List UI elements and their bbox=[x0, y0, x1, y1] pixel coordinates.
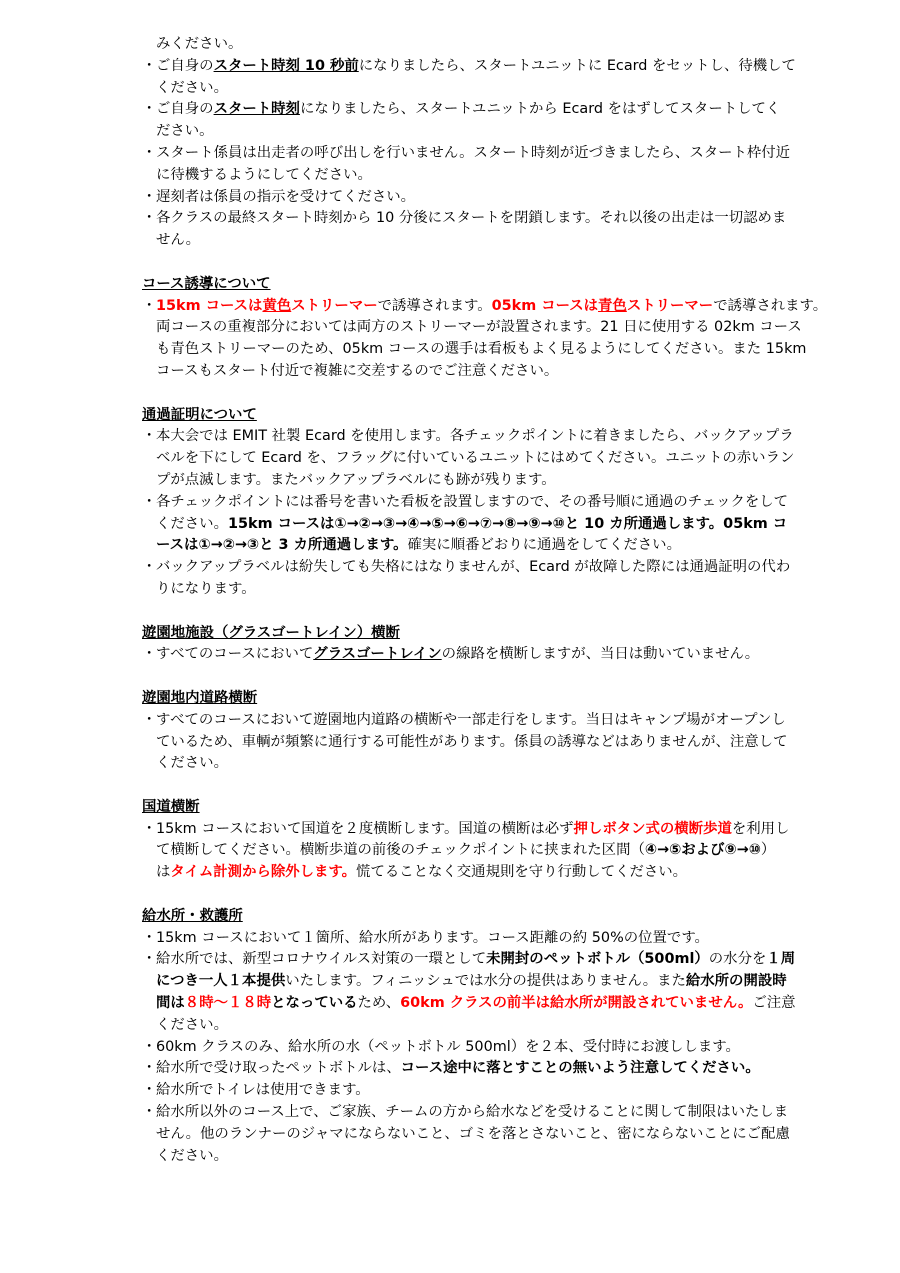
bullet-mark: ・ bbox=[142, 57, 157, 74]
bullet-mark: ・ bbox=[142, 951, 157, 968]
list-item: ・ バックアップラベルは紛失しても失格にはなりませんが、Ecard が故障した際には通過証明の代わ りになります。 bbox=[142, 559, 791, 597]
passage-proof-section bbox=[142, 405, 854, 601]
section-title: 国道横断 bbox=[142, 798, 200, 815]
section-title: 通過証明について bbox=[142, 406, 257, 423]
bullet-mark: ・ bbox=[142, 210, 157, 227]
bullet-mark: ・ bbox=[142, 1038, 157, 1055]
section-title: 遊園地施設（グラスゴートレイン）横断 bbox=[142, 624, 400, 641]
section-title: コース誘導について bbox=[142, 275, 271, 292]
section-title: 遊園地内道路横断 bbox=[142, 689, 258, 706]
start-rules-section bbox=[142, 34, 854, 252]
bullet-mark: ・ bbox=[142, 1082, 157, 1099]
section-title: 給水所・救護所 bbox=[142, 907, 243, 924]
bullet-mark: ・ bbox=[142, 1104, 157, 1121]
emphasis-text: タイム計測から除外します。 bbox=[170, 864, 357, 881]
bullet-mark: ・ bbox=[142, 711, 157, 728]
list-item: ・ すべてのコースにおいてグラスゴートレインの線路を横断しますが、当日は動いていません。 bbox=[142, 644, 854, 666]
list-item: ・ 給水所では、新型コロナウイルス対策の一環として未開封のペットボトル（500ml）の水分を１周 につき一人１本提供いたします。フィニッシュでは水分の提供はありません。また給水所の開設時 間は８時～１８時となっているため、60km クラスの前半は給水所が開設されていません。ご注意 ください。 bbox=[142, 951, 796, 1033]
bullet-mark: ・ bbox=[142, 646, 157, 663]
train-crossing-section bbox=[142, 623, 854, 667]
emphasis-text: スタート時刻 10 秒前 bbox=[213, 57, 359, 74]
list-item: ・ スタート係員は出走者の呼び出しを行いません。スタート時刻が近づきましたら、スタート枠付近 に待機するようにしてください。 bbox=[142, 144, 791, 183]
list-item: ・ 60km クラスのみ、給水所の水（ペットボトル 500ml）を２本、受付時にお渡しします。 bbox=[142, 1037, 854, 1059]
list-item: ・ すべてのコースにおいて遊園地内道路の横断や一部走行をします。当日はキャンプ場がオープンし ているため、車輌が頻繁に通行する可能性があります。係員の誘導などはありませんが、注意して ください。 bbox=[142, 711, 788, 772]
emphasis-text: コース途中に落とすことの無いよう注意してください。 bbox=[400, 1060, 760, 1077]
emphasis-text: グラスゴートレイン bbox=[313, 646, 442, 663]
list-item: ・ 遅刻者は係員の指示を受けてください。 bbox=[142, 187, 854, 209]
list-item: ・ 給水所で受け取ったペットボトルは、コース途中に落とすことの無いよう注意してください。 bbox=[142, 1058, 854, 1080]
emphasis-text: 15km コースは①→②→③→④→⑤→⑥→⑦→⑧→⑨→⑩と 10 カ所通過します。05km コ bbox=[227, 515, 788, 532]
list-item: ・ ご自身のスタート時刻になりましたら、スタートユニットから Ecard をはずしてスタートしてく ださい。 bbox=[142, 101, 781, 140]
document-page bbox=[142, 34, 854, 1167]
emphasis-text: ④→⑤および⑨→⑩ bbox=[644, 842, 761, 859]
emphasis-text: ースは①→②→③と 3 カ所通過します。 bbox=[156, 537, 408, 554]
list-item: ・ 15km コースにおいて１箇所、給水所があります。コース距離の約 50%の位置です。 bbox=[142, 928, 854, 950]
emphasis-text: 押しボタン式の横断歩道 bbox=[573, 820, 732, 837]
list-item: ・ 各クラスの最終スタート時刻から 10 分後にスタートを閉鎖します。それ以後の出走は一切認めま せん。 bbox=[142, 210, 787, 249]
list-item: ・ ご自身のスタート時刻 10 秒前になりましたら、スタートユニットに Ecard をセットし、待機して ください。 bbox=[142, 57, 796, 96]
bullet-mark: ・ bbox=[142, 188, 157, 205]
water-station-section bbox=[142, 906, 854, 1168]
list-item: ・ 給水所以外のコース上で、ご家族、チームの方から給水などを受けることに関して制限はいたしま せん。他のランナーのジャマにならないこと、ゴミを落とさないこと、密にならないことにご配慮 ください。 bbox=[142, 1104, 790, 1164]
bullet-mark: ・ bbox=[142, 1060, 157, 1077]
continued-line: みください。 bbox=[156, 36, 243, 52]
bullet-mark: ・ bbox=[142, 820, 157, 837]
bullet-mark: ・ bbox=[142, 144, 157, 161]
list-item: ・ 15km コースにおいて国道を２度横断します。国道の横断は必ず押しボタン式の横断歩道を利用し て横断してください。横断歩道の前後のチェックポイントに挟まれた区間（④→⑤および⑨→⑩） はタイム計測から除外します。慌てることなく交通規則を守り行動してください。 bbox=[142, 820, 790, 881]
bullet-mark: ・ bbox=[142, 297, 157, 314]
list-item: ・ 各チェックポイントには番号を書いた看板を設置しますので、その番号順に通過のチェックをして ください。15km コースは①→②→③→④→⑤→⑥→⑦→⑧→⑨→⑩と 10 カ所通過します。05km コ ースは①→②→③と 3 カ所通過します。確実に順番どおりに通過をしてください。 bbox=[142, 493, 789, 554]
bullet-mark: ・ bbox=[142, 929, 157, 946]
bullet-mark: ・ bbox=[142, 101, 157, 118]
course-guidance-section bbox=[142, 274, 854, 383]
list-item: ・ 本大会では EMIT 社製 Ecard を使用します。各チェックポイントに着きましたら、バックアップラ ベルを下にして Ecard を、フラッグに付いているユニットにはめてください。ユニットの赤いラン プが点滅します。またバックアップラベルにも跡が残ります。 bbox=[142, 428, 795, 488]
bullet-mark: ・ bbox=[142, 493, 157, 510]
list-item: ・ 給水所でトイレは使用できます。 bbox=[142, 1080, 854, 1102]
bullet-mark: ・ bbox=[142, 428, 157, 445]
emphasis-text: スタート時刻 bbox=[213, 101, 300, 118]
bullet-mark: ・ bbox=[142, 559, 157, 576]
list-item: ・ 15km コースは黄色ストリーマーで誘導されます。05km コースは青色ストリーマーで誘導されます。 両コースの重複部分においては両方のストリーマーが設置されます。21 日に使用する 02km コース も青色ストリーマーのため、05km コースの選手は看板もよく見るようにしてください。また 15km コースもスタート付近で複雑に交差するのでご注意ください。 bbox=[142, 297, 828, 379]
national-road-section bbox=[142, 797, 854, 884]
park-road-section bbox=[142, 688, 854, 775]
